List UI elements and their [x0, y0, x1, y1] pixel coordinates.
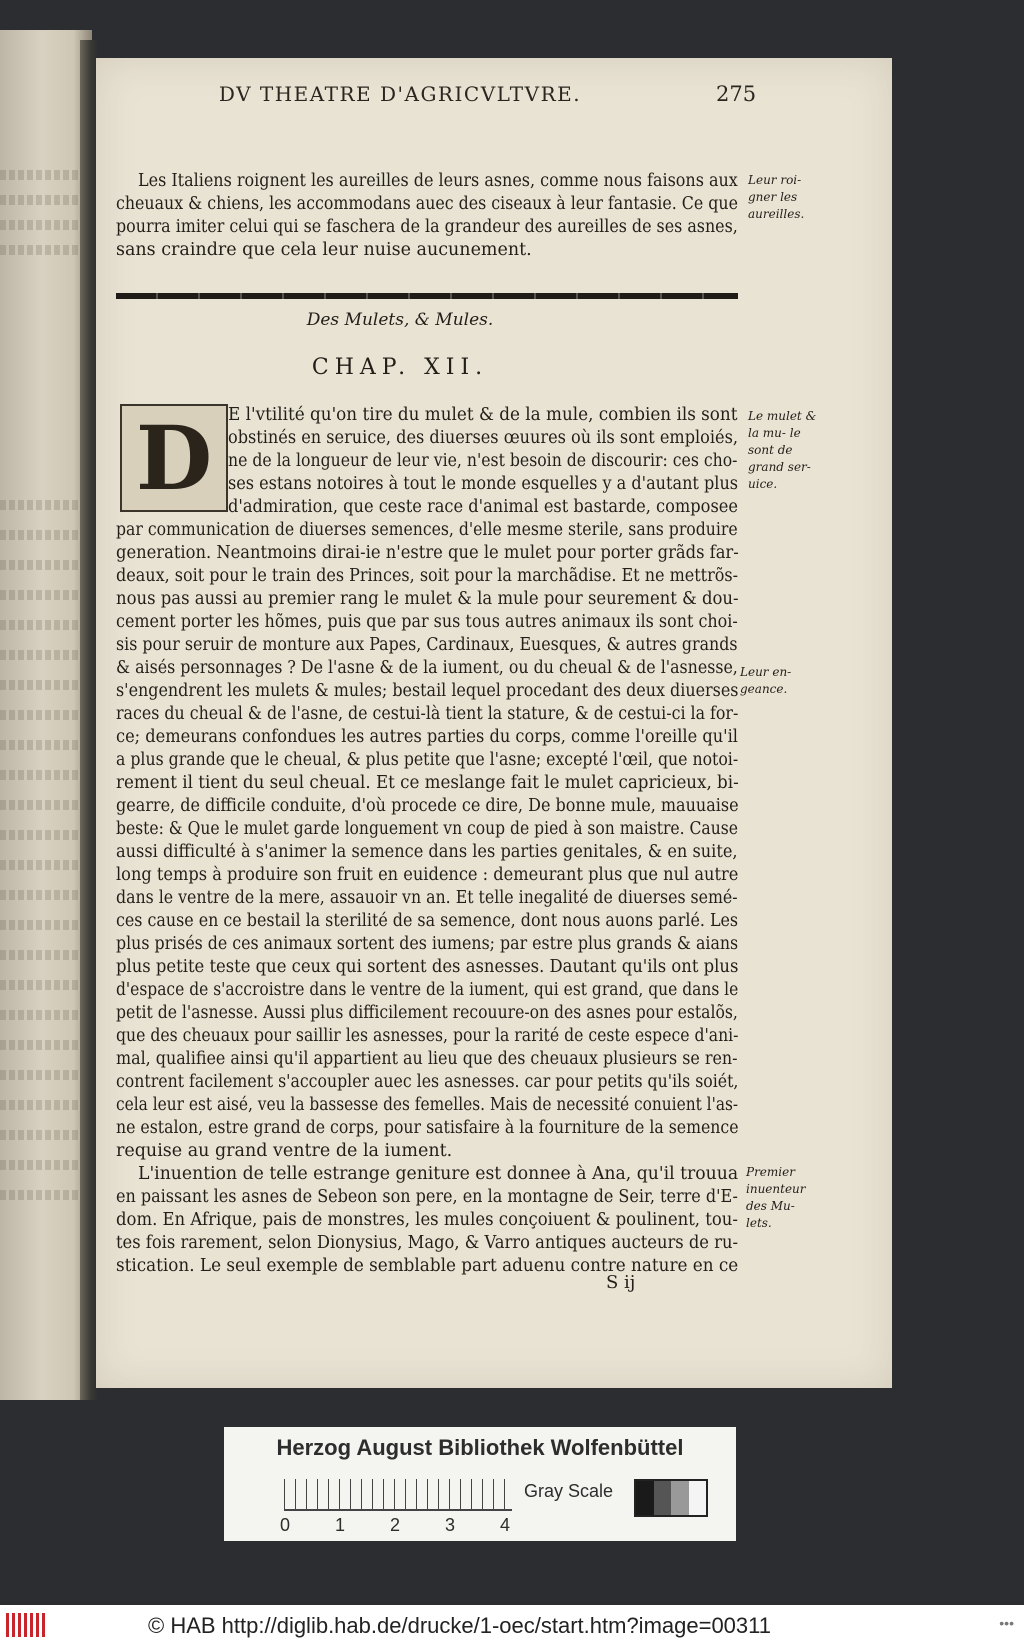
text-line: a plus grande que le cheual, & plus petite que l'asne; excepté l'œil, que notoi-: [116, 750, 739, 770]
scale-number: 1: [335, 1515, 346, 1535]
text-line: & aisés personnages ? De l'asne & de la iument, ou du cheual & de l'asnesse,: [116, 658, 738, 678]
initial-letter: D: [135, 406, 213, 510]
text-line: s'engendrent les mulets & mules; bestail lequel procedant des deux diuerses: [116, 681, 739, 701]
text-line: ces cause en ce bestail la sterilité de sa semence, dont nous auons parlé. Les: [116, 911, 739, 931]
library-color-card: [224, 1427, 736, 1541]
library-name: Herzog August Bibliothek Wolfenbüttel: [276, 1435, 684, 1460]
text-line: cheuaux & chiens, les accommodans auec des ciseaux à leur fantasie. Ce que: [116, 194, 738, 214]
text-line: E l'vtilité qu'on tire du mulet & de la mule, combien ils sont: [228, 405, 738, 425]
scale-number: 0: [280, 1515, 291, 1535]
text-line: rement il tient du seul cheual. Et ce meslange fait le mulet capricieux, bi-: [116, 773, 739, 793]
text-line: sis pour seruir de monture aux Papes, Cardinaux, Euesques, & autres grands: [116, 635, 738, 655]
text-line: par communication de diuerses semences, d'elle mesme sterile, sans produire: [116, 520, 738, 540]
more-icon[interactable]: •••: [999, 1615, 1014, 1631]
text-line: Les Italiens roignent les aureilles de leurs asnes, comme nous faisons aux: [138, 171, 738, 191]
margin-note: Le mulet & la mu- le sont de grand ser- uice.: [748, 409, 817, 491]
text-line: long temps à produire son fruit en euidence : demeurant plus que nul autre: [116, 865, 739, 885]
text-line: ne estalon, estre grand de corps, pour satisfaire à la fourniture de la semence: [116, 1118, 739, 1138]
text-line: ce; demeurans confondues les autres parties du corps, comme l'oreille qu'il: [116, 727, 738, 747]
text-line: cela leur est aisé, veu la bassesse des femelles. Mais de necessité conuient l'as-: [116, 1095, 739, 1115]
ruler-ticks: [284, 1479, 512, 1509]
footer-bar: [0, 1605, 1024, 1645]
text-line: deaux, soit pour le train des Princes, soit pour la marchãdise. Et ne mettrõs-: [116, 566, 739, 586]
text-line: races du cheual & de l'asne, de cestui-là tient la stature, & de cestui-ci la for-: [116, 704, 739, 724]
scale-number: 3: [445, 1515, 456, 1535]
text-line: ses estans notoires à tout le monde esquelles y a d'autant plus: [228, 474, 739, 494]
text-line: dom. En Afrique, pais de monstres, les mules conçoiuent & poulinent, tou-: [116, 1210, 738, 1230]
text-line: stication. Le seul exemple de semblable part aduenu contre nature en ce: [116, 1256, 739, 1276]
text-line: nous pas aussi au premier rang le mulet & la mule pour seurement & dou-: [116, 589, 739, 609]
text-line: aussi difficulté à s'animer la semence dans les parties genitales, & en suite,: [116, 842, 738, 862]
margin-note: Premier inuenteur des Mu- lets.: [746, 1165, 806, 1230]
measurement-scale: [280, 1479, 734, 1539]
text-line: d'admiration, que ceste race d'animal est bastarde, composee: [228, 497, 738, 517]
text-line: en paissant les asnes de Sebeon son pere, en la montagne de Seir, terre d'E-: [116, 1187, 738, 1207]
text-line: beste: & Que le mulet garde longuement vn coup de pied à son maistre. Cause: [116, 819, 738, 839]
section-rule: [116, 293, 738, 299]
text-line: d'espace de s'accroistre dans le ventre de la iument, qui est grand, que dans le: [116, 980, 739, 1000]
text-line: ne de la longueur de leur vie, n'est besoin de discourir: ces cho-: [228, 451, 738, 471]
decorated-initial: [120, 404, 228, 512]
text-line: dans le ventre de la mere, assauoir vn an. Et telle inegalité de diuerses semé-: [116, 888, 738, 908]
text-line: sans craindre que cela leur nuise aucunement.: [116, 240, 532, 260]
running-header: DV THEATRE D'AGRICVLTVRE.: [218, 82, 582, 106]
chapter-heading: CHAP. XII.: [311, 355, 489, 380]
section-subtitle: Des Mulets, & Mules.: [306, 310, 494, 330]
text-line: cement porter les hõmes, puis que par sus tous autres animaux ils sont choi-: [116, 612, 738, 632]
text-line: requise au grand ventre de la iument.: [116, 1141, 453, 1161]
margin-note: Leur roi- gner les aureilles.: [748, 173, 805, 221]
text-line: pourra imiter celui qui se faschera de la grandeur des aureilles de ses asnes,: [116, 217, 738, 237]
text-line: obstinés en seruice, des diuerses œuures où ils sont emploiés,: [228, 428, 738, 448]
hab-logo-icon: [6, 1613, 46, 1637]
text-line: petit de l'asnesse. Aussi plus difficilement recouure-on des asnes pour estalõs,: [116, 1003, 738, 1023]
scale-number: 4: [500, 1515, 511, 1535]
scale-number: 2: [390, 1515, 401, 1535]
text-line: tes fois rarement, selon Dionysius, Mago, & Varro antiques aucteurs de ru-: [116, 1233, 739, 1253]
gray-scale-label: Gray Scale: [524, 1481, 614, 1501]
text-line: plus prisés de ces animaux sortent des iumens; par estre plus grands & aians: [116, 934, 739, 954]
text-line: L'inuention de telle estrange geniture est donnee à Ana, qu'il trouua: [138, 1164, 739, 1184]
signature-mark: S ij: [606, 1272, 636, 1293]
text-line: que des cheuaux pour saillir les asnesses, pour la rarité de ceste espece d'ani-: [116, 1026, 739, 1046]
ruler-baseline: [284, 1509, 512, 1511]
facing-page-edge: [0, 30, 92, 1400]
gray-scale-swatches: [634, 1479, 708, 1517]
text-line: contrent facilement s'accoupler auec les asnesses. car pour petits qu'ils soiét,: [116, 1072, 739, 1092]
text-line: mal, qualifiee ainsi qu'il appartient au lieu que des cheuaux plusieurs se ren-: [116, 1049, 738, 1069]
text-line: generation. Neantmoins dirai-ie n'estre que le mulet pour porter grãds far-: [116, 543, 739, 563]
margin-note: Leur en- geance.: [740, 665, 792, 696]
copyright-url[interactable]: © HAB http://diglib.hab.de/drucke/1-oec/start.htm?image=00311: [148, 1613, 771, 1638]
text-line: gearre, de difficile conduite, d'où procede ce dire, De bonne mule, mauuaise: [116, 796, 739, 816]
text-line: plus petite teste que ceux qui sortent des asnesses. Dautant qu'ils ont plus: [116, 957, 739, 977]
page-number: 275: [716, 82, 757, 106]
